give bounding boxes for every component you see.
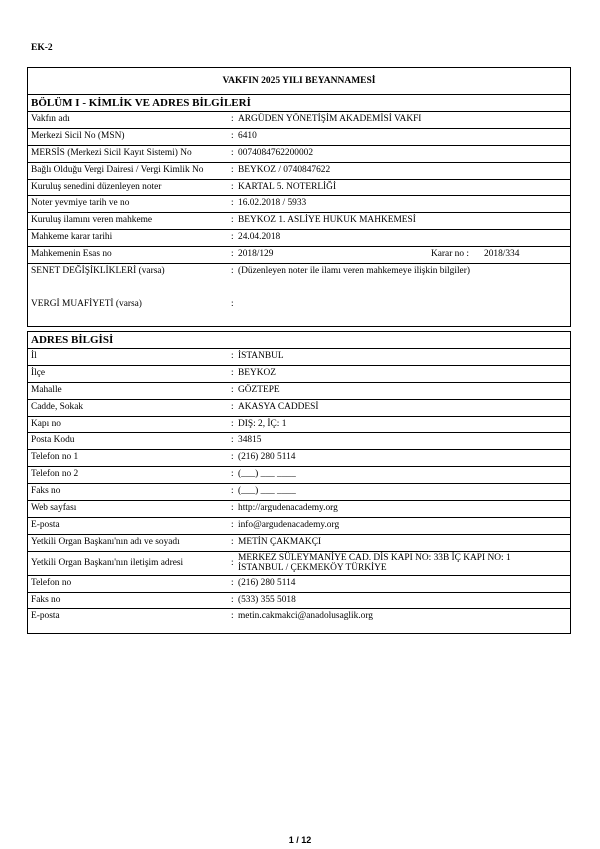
row-label: Mahalle xyxy=(31,384,62,395)
separator: : xyxy=(231,198,234,209)
row-label: Cadde, Sokak xyxy=(31,401,84,412)
row-label: E-posta xyxy=(31,519,60,530)
separator: : xyxy=(231,367,234,378)
karar-value: 2018/334 xyxy=(484,249,520,260)
row-value: 0074084762200002 xyxy=(238,147,313,158)
row-value: İSTANBUL xyxy=(238,351,284,361)
row-label: Merkezi Sicil No (MSN) xyxy=(31,130,125,141)
row-value: 16.02.2018 / 5933 xyxy=(238,198,307,209)
separator: : xyxy=(231,114,234,124)
separator: : xyxy=(231,557,234,568)
address-line: İSTANBUL / ÇEKMEKÖY TÜRKİYE xyxy=(238,562,387,573)
row-value: GÖZTEPE xyxy=(238,384,280,395)
separator: : xyxy=(231,232,234,243)
info-row xyxy=(28,484,570,501)
row-label: Telefon no xyxy=(31,577,72,588)
row-label: MERSİS (Merkezi Sicil Kayıt Sistemi) No xyxy=(31,147,192,158)
info-row xyxy=(28,518,570,535)
separator: : xyxy=(231,130,234,141)
row-value: metin.cakmakci@anadolusaglik.org xyxy=(238,611,373,622)
info-row xyxy=(28,593,570,610)
row-label: SENET DEĞİŞİKLİKLERİ (varsa) xyxy=(31,266,165,277)
row-value: info@argudenacademy.org xyxy=(238,519,340,530)
row-label: Telefon no 2 xyxy=(31,469,79,480)
karar-label: Karar no : xyxy=(431,249,470,260)
separator: : xyxy=(231,147,234,158)
row-value: http://argudenacademy.org xyxy=(238,503,338,514)
info-row xyxy=(28,196,570,213)
address-value xyxy=(238,553,511,573)
row-label: Faks no xyxy=(31,486,61,497)
row-value: METİN ÇAKMAKÇI xyxy=(238,536,322,547)
separator: : xyxy=(231,401,234,412)
row-value: ARGÜDEN YÖNETİŞİM AKADEMİSİ VAKFI xyxy=(238,114,422,124)
separator: : xyxy=(231,469,234,480)
row-label: Faks no xyxy=(31,594,61,605)
info-row xyxy=(28,366,570,383)
separator: : xyxy=(231,249,234,260)
vergi-row xyxy=(28,297,570,314)
row-value: DIŞ: 2, İÇ: 1 xyxy=(238,418,287,429)
row-value: (216) 280 5114 xyxy=(238,577,296,588)
row-value: KARTAL 5. NOTERLİĞİ xyxy=(238,181,337,192)
document-title: VAKFIN 2025 YILI BEYANNAMESİ xyxy=(28,68,570,95)
row-label: Yetkili Organ Başkanı'nın iletişim adresi xyxy=(31,557,184,568)
row-label: Web sayfası xyxy=(31,503,77,514)
row-label: Bağlı Olduğu Vergi Dairesi / Vergi Kimlik No xyxy=(31,164,204,175)
separator: : xyxy=(231,611,234,622)
info-row xyxy=(28,400,570,417)
info-row xyxy=(28,609,570,626)
row-value: AKASYA CADDESİ xyxy=(238,401,319,412)
esas-value: 2018/129 xyxy=(238,249,274,260)
info-row xyxy=(28,180,570,197)
separator: : xyxy=(231,299,234,310)
separator: : xyxy=(231,215,234,226)
page-label: EK-2 xyxy=(31,43,53,53)
separator: : xyxy=(231,266,234,277)
row-label: E-posta xyxy=(31,611,60,622)
info-row xyxy=(28,535,570,552)
row-label: Telefon no 1 xyxy=(31,452,79,463)
row-label: İlçe xyxy=(31,367,46,378)
separator: : xyxy=(231,435,234,446)
row-value: BEYKOZ / 0740847622 xyxy=(238,164,331,175)
section1-heading: BÖLÜM I - KİMLİK VE ADRES BİLGİLERİ xyxy=(28,95,570,112)
address-line: MERKEZ SÜLEYMANİYE CAD. DİS KAPI NO: 33B İÇ KAPI NO: 1 xyxy=(238,552,511,563)
row-value: 34815 xyxy=(238,435,262,446)
row-label: Noter yevmiye tarih ve no xyxy=(31,198,130,209)
row-value: (___) ___ ____ xyxy=(238,486,296,497)
separator: : xyxy=(231,486,234,497)
row-value: (Düzenleyen noter ile ilamı veren mahkemeye ilişkin bilgiler) xyxy=(238,266,470,277)
info-row xyxy=(28,417,570,434)
row-value: (533) 355 5018 xyxy=(238,594,296,605)
info-row xyxy=(28,450,570,467)
info-row xyxy=(28,552,570,576)
address-section xyxy=(27,331,571,634)
row-value: 24.04.2018 xyxy=(238,232,281,243)
row-label: Vakfın adı xyxy=(31,114,70,124)
separator: : xyxy=(231,519,234,530)
info-row xyxy=(28,383,570,400)
info-row xyxy=(28,230,570,247)
info-row xyxy=(28,576,570,593)
row-label: Mahkeme karar tarihi xyxy=(31,232,113,243)
info-row xyxy=(28,112,570,129)
info-row xyxy=(28,433,570,450)
identity-section xyxy=(27,67,571,327)
separator: : xyxy=(231,452,234,463)
row-value: 6410 xyxy=(238,130,257,141)
info-row xyxy=(28,129,570,146)
separator: : xyxy=(231,536,234,547)
row-label: Mahkemenin Esas no xyxy=(31,249,112,260)
row-value: (216) 280 5114 xyxy=(238,452,296,463)
separator: : xyxy=(231,418,234,429)
row-label: Kuruluş senedini düzenleyen noter xyxy=(31,181,162,192)
esas-row xyxy=(28,247,570,264)
info-row xyxy=(28,213,570,230)
page-number: 1 / 12 xyxy=(288,835,312,845)
row-label: Yetkili Organ Başkanı'nın adı ve soyadı xyxy=(31,536,180,547)
info-row xyxy=(28,349,570,366)
separator: : xyxy=(231,577,234,588)
separator: : xyxy=(231,164,234,175)
info-row xyxy=(28,163,570,180)
separator: : xyxy=(231,503,234,514)
row-label: Posta Kodu xyxy=(31,435,75,446)
row-value: BEYKOZ 1. ASLİYE HUKUK MAHKEMESİ xyxy=(238,215,416,226)
separator: : xyxy=(231,351,234,361)
separator: : xyxy=(231,181,234,192)
section2-heading: ADRES BİLGİSİ xyxy=(28,332,570,349)
separator: : xyxy=(231,594,234,605)
row-label: Kapı no xyxy=(31,418,61,429)
row-label: VERGİ MUAFİYETİ (varsa) xyxy=(31,299,142,310)
row-value: (___) ___ ____ xyxy=(238,469,296,480)
row-value: BEYKOZ xyxy=(238,367,277,378)
info-row xyxy=(28,467,570,484)
separator: : xyxy=(231,384,234,395)
row-label: İl xyxy=(31,351,37,361)
info-row xyxy=(28,146,570,163)
info-row xyxy=(28,501,570,518)
row-label: Kuruluş ilamını veren mahkeme xyxy=(31,215,153,226)
senet-row xyxy=(28,264,570,297)
